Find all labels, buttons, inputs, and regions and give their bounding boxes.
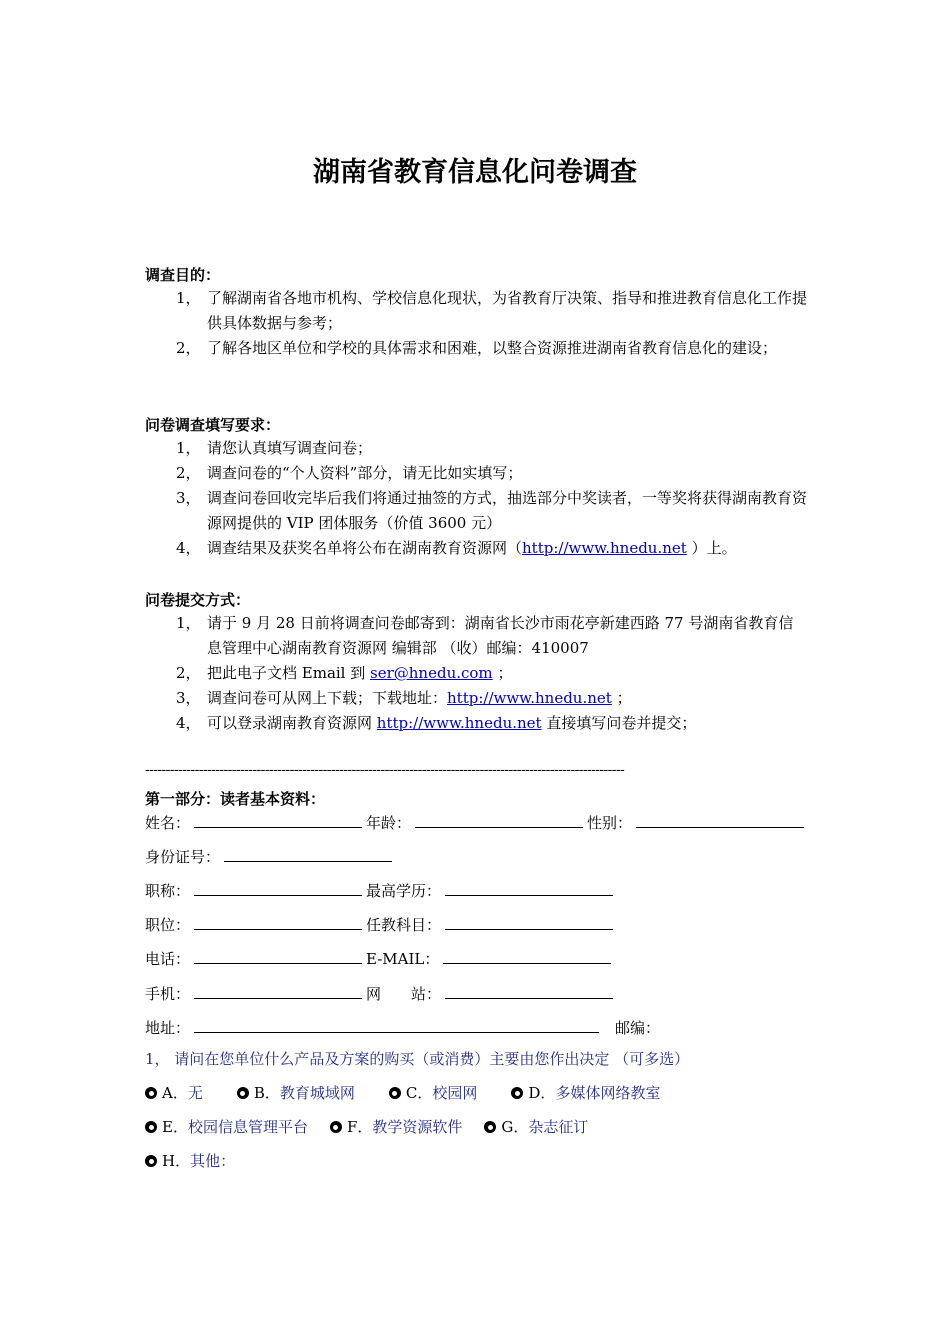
item-text: 可以登录湖南教育资源网 http://www.hnedu.net 直接填写问卷并提交； [207, 714, 697, 732]
radio-icon [389, 1087, 401, 1099]
download-link[interactable]: http://www.hnedu.net [447, 689, 612, 707]
submission-heading: 问卷提交方式： [145, 591, 251, 609]
gender-field[interactable] [636, 811, 804, 828]
option-g[interactable]: G．杂志征订 [484, 1116, 588, 1138]
name-field[interactable] [194, 811, 362, 828]
row-id [145, 845, 396, 868]
item-number: 3， [176, 689, 201, 707]
row-address-postcode [145, 1016, 660, 1039]
purpose-item-2 [176, 336, 808, 361]
address-label: 地址： [145, 1019, 191, 1037]
item-text: 调查问卷可从网上下载；下载地址：http://www.hnedu.net ； [207, 689, 632, 707]
phone-field[interactable] [194, 947, 362, 964]
id-label: 身份证号： [145, 848, 221, 866]
item-text: 请您认真填写调查问卷； [207, 439, 373, 457]
item-number: 1， [176, 614, 201, 632]
item-number: 3， [176, 489, 201, 507]
requirement-item-1 [176, 436, 808, 461]
purpose-item-1 [176, 286, 808, 336]
email-label: E-MAIL： [366, 950, 440, 968]
option-b[interactable]: B．教育城域网 [237, 1082, 355, 1104]
part1-heading: 第一部分：读者基本资料： [145, 790, 326, 808]
requirements-heading: 问卷调查填写要求： [145, 416, 281, 434]
email-link[interactable]: ser@hnedu.com [370, 664, 493, 682]
options-row-1 [145, 1082, 694, 1104]
divider: -------------------------------------------------------------------------------------------------------------------- [145, 762, 625, 778]
option-c[interactable]: C．校园网 [389, 1082, 478, 1104]
item-number: 2， [176, 664, 201, 682]
page-title: 湖南省教育信息化问卷调查 [313, 157, 637, 188]
submission-item-3 [176, 686, 808, 711]
id-field[interactable] [224, 845, 392, 862]
submission-item-1 [176, 611, 808, 661]
options-row-3 [145, 1150, 269, 1172]
position-label: 职位： [145, 916, 191, 934]
row-position-subject [145, 913, 617, 936]
purpose-heading: 调查目的： [145, 266, 221, 284]
hnedu-link[interactable]: http://www.hnedu.net [522, 539, 687, 557]
row-title-education [145, 879, 617, 902]
title-label: 职称： [145, 882, 191, 900]
requirement-item-2 [176, 461, 808, 486]
position-field[interactable] [194, 913, 362, 930]
mobile-field[interactable] [194, 982, 362, 999]
option-f[interactable]: F．教学资源软件 [330, 1116, 462, 1138]
gender-label: 性别： [587, 814, 633, 832]
mobile-label: 手机： [145, 985, 191, 1003]
item-number: 1， [176, 289, 201, 307]
item-text: 调查问卷的“个人资料”部分，请无比如实填写； [207, 464, 523, 482]
radio-icon [145, 1155, 157, 1167]
item-text: 了解湖南省各地市机构、学校信息化现状，为省教育厅决策、指导和推进教育信息化工作提供具体数据与参考； [207, 289, 808, 332]
education-label: 最高学历： [366, 882, 442, 900]
radio-icon [145, 1087, 157, 1099]
email-field[interactable] [443, 947, 611, 964]
address-field[interactable] [194, 1016, 599, 1033]
subject-field[interactable] [445, 913, 613, 930]
title-field[interactable] [194, 879, 362, 896]
item-number: 4， [176, 539, 201, 557]
item-number: 2， [176, 339, 201, 357]
item-text: 调查结果及获奖名单将公布在湖南教育资源网（http://www.hnedu.net ）上。 [207, 539, 737, 557]
requirement-item-3 [176, 486, 808, 536]
radio-icon [511, 1087, 523, 1099]
radio-icon [145, 1121, 157, 1133]
website-field[interactable] [445, 982, 613, 999]
options-row-2 [145, 1116, 622, 1138]
requirement-item-4 [176, 536, 808, 561]
item-text: 调查问卷回收完毕后我们将通过抽签的方式，抽选部分中奖读者，一等奖将获得湖南教育资源网提供的 VIP 团体服务（价值 3600 元） [207, 489, 808, 532]
submission-item-4 [176, 711, 808, 736]
item-number: 1， [176, 439, 201, 457]
website-label: 网 站： [366, 985, 442, 1003]
name-label: 姓名： [145, 814, 191, 832]
radio-icon [330, 1121, 342, 1133]
item-text: 请于 9 月 28 日前将调查问卷邮寄到：湖南省长沙市雨花亭新建西路 77 号湖南省教育信息管理中心湖南教育资源网 编辑部 （收）邮编：410007 [207, 614, 794, 657]
item-text: 了解各地区单位和学校的具体需求和困难，以整合资源推进湖南省教育信息化的建设； [207, 339, 778, 357]
age-field[interactable] [415, 811, 583, 828]
item-text: 把此电子文档 Email 到 ser@hnedu.com ； [207, 664, 513, 682]
subject-label: 任教科目： [366, 916, 442, 934]
option-d[interactable]: D．多媒体网络教室 [511, 1082, 660, 1104]
submission-item-2 [176, 661, 808, 686]
education-field[interactable] [445, 879, 613, 896]
item-number: 2， [176, 464, 201, 482]
phone-label: 电话： [145, 950, 191, 968]
radio-icon [484, 1121, 496, 1133]
option-e[interactable]: E．校园信息管理平台 [145, 1116, 308, 1138]
postcode-label: 邮编： [615, 1019, 661, 1037]
radio-icon [237, 1087, 249, 1099]
age-label: 年龄： [366, 814, 412, 832]
option-a[interactable]: A．无 [145, 1082, 203, 1104]
item-number: 4， [176, 714, 201, 732]
row-name-age-gender [145, 811, 808, 834]
question-1-text: 1， 请问在您单位什么产品及方案的购买（或消费）主要由您作出决定 （可多选） [145, 1050, 690, 1068]
login-link[interactable]: http://www.hnedu.net [376, 714, 542, 732]
row-mobile-website [145, 982, 617, 1005]
row-phone-email [145, 947, 615, 970]
option-h[interactable]: H．其他： [145, 1150, 235, 1172]
